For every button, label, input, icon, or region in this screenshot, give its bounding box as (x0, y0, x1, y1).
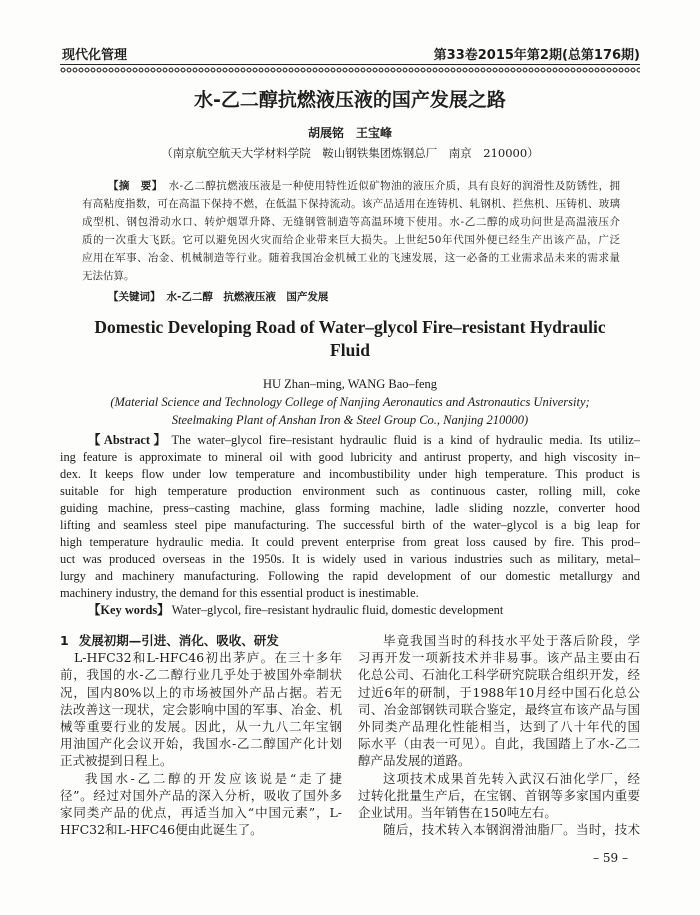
page-number: – 59 – (593, 851, 628, 865)
article-title-en (0, 316, 700, 362)
text-line: L-HFC32和L-HFC46初出茅庐。在三十多年 (74, 650, 342, 666)
abstract-en-label: 【Abstract】 (88, 433, 170, 447)
text-line (82, 177, 620, 195)
text-line: high temperature hydraulic media. It could prevent enterprise from great loss caused by fire. This prod– (60, 535, 640, 549)
text-line (60, 602, 640, 619)
text-line: 况，国内80%以上的市场被国外产品占据。若无 (60, 684, 342, 700)
text-line: dex. It keeps flow under low temperature and incombustibility under high temperature. This product is (60, 467, 640, 481)
text-line: 醇产品发展的道路。 (358, 753, 471, 769)
text-line: suitable for high temperature production environment such as continuous caster, rolling mill, coke (60, 484, 640, 498)
abstract-cn-text: 水-乙二醇抗燃液压液是一种使用特性近似矿物油的液压介质，具有良好的润滑性及防锈性，拥 (168, 180, 620, 192)
keywords-cn (82, 288, 620, 306)
text-line: machinery industry, the demand for this essential product is inestimable. (60, 586, 419, 600)
text-line: 习再开发一项新技术并非易事。该产品主要由石 (358, 650, 640, 666)
text-line: 司、冶金部钢铁司联合鉴定，最终宣布该产品与国 (358, 701, 640, 717)
abstract-cn (82, 177, 620, 285)
abstract-en-lines (60, 449, 640, 602)
text-line: 正式被提到日程上。 (60, 753, 173, 769)
running-header (62, 47, 640, 64)
text-line: 过转化批量生产后，在宝钢、首钢等多家国内重要 (358, 787, 640, 803)
abstract-en-text: The water–glycol fire–resistant hydraulic fluid is a kind of hydraulic media. Its utiliz– (171, 433, 640, 447)
affiliation-en (0, 393, 700, 429)
keywords-en-text: Water–glycol, fire–resistant hydraulic fluid, domestic development (171, 603, 504, 617)
paragraph (60, 770, 342, 839)
header-ornament-rule (60, 64, 640, 74)
text-line: 毕竟我国当时的科技水平处于落后阶段，学 (383, 633, 640, 648)
title-en-line: Fluid (330, 340, 370, 360)
affiliation-cn: （南京航空航天大学材料学院 鞍山钢铁集团炼钢总厂 南京 210000） (161, 146, 539, 160)
text-line: 随后，技术转入本钢润滑油脂厂。当时，技术 (383, 822, 640, 838)
header-ornament-chain (60, 67, 640, 73)
text-line: 这项技术成果首先转入武汉石油化学厂，经 (383, 770, 640, 786)
text-line: 化总公司、石油化工科学研究院联合组织开发，经 (358, 667, 640, 683)
left-paragraphs (60, 649, 342, 838)
affiliation-en-line: Steelmaking Plant of Anshan Iron & Steel Group Co., Nanjing 210000) (171, 413, 529, 427)
keywords-cn-text: 水-乙二醇 抗燃液压液 国产发展 (166, 291, 329, 303)
text-line: 械等重要行业的发展。因此，从一九八二年宝钢 (60, 719, 342, 735)
article-title-cn: 水-乙二醇抗燃液压液的国产发展之路 (194, 89, 506, 111)
header-rule-line (60, 64, 640, 65)
paragraph (60, 649, 342, 769)
body-column-right (358, 632, 640, 838)
paragraph (358, 821, 640, 838)
authors-en: HU Zhan–ming, WANG Bao–feng (262, 377, 438, 391)
text-line: lurgy and machinery manufacturing. Following the rapid development of our domestic metallurgy and (60, 569, 640, 583)
text-line: 径”。经过对国外产品的深入分析，吸收了国外多 (60, 787, 342, 803)
text-line: 过近6年的研制，于1988年10月经中国石化总公 (358, 684, 640, 700)
text-line: HFC32和L-HFC46便由此诞生了。 (60, 822, 263, 838)
text-line: 法改善这一现状，定会影响中国的军事、冶金、机 (60, 701, 342, 717)
text-line: 企业试用。当年销售在150吨左右。 (358, 805, 557, 821)
journal-name: 现代化管理 (62, 48, 128, 63)
text-line: uct was produced overseas in the 1950s. It is widely used in various industries such as military, metal– (60, 552, 640, 566)
keywords-cn-label: 【关键词】 (108, 291, 161, 303)
text-line: 外同类产品理化性能相当，达到了八十年代的国 (358, 719, 640, 735)
text-line (82, 288, 620, 306)
title-en-line: Domestic Developing Road of Water–glycol Fire–resistant Hydraulic (94, 317, 606, 337)
issue-info: 第33卷2015年第2期(总第176期) (433, 48, 640, 63)
text-line: 我国水-乙二醇的开发应该说是“走了捷 (85, 770, 342, 786)
section-heading (60, 632, 342, 649)
text-line: 前，我国的水-乙二醇行业几乎处于被国外牵制状 (60, 667, 342, 683)
abstract-cn-label: 【摘 要】 (108, 180, 163, 192)
abstract-cn-lines (82, 195, 620, 285)
text-line: lifting and seamless steel pipe manufacturing. The successful birth of the water–glycol is a big leap for (60, 518, 640, 532)
text-line: 用油国产化会议开始，我国水-乙二醇国产化计划 (60, 736, 342, 752)
affiliation-en-line: (Material Science and Technology College of Nanjing Aeronautics and Astronautics University; (110, 395, 590, 409)
keywords-en-label: 【Key words】 (88, 603, 170, 617)
body-column-left (60, 632, 342, 838)
paragraph (358, 770, 640, 822)
section-title: 发展初期—引进、消化、吸收、研发 (78, 633, 279, 648)
text-line: 有高粘度指数，可在高温下保持不燃，在低温下保持流动。该产品适用在连铸机、轧钢机、拦焦机、压铸机、玻璃 (82, 198, 620, 210)
text-line: guiding machine, press–casting machine, glass forming machine, ladle sliding nozzle, converter hood (60, 501, 640, 515)
text-line: 质的一次重大飞跃。它可以避免因火灾而给企业带来巨大损失。上世纪50年代国外便已经生产出该产品，广泛 (82, 234, 620, 246)
text-line: ing feature is approximate to mineral oil with good lubricity and antirust property, and high viscosity in– (60, 450, 640, 464)
section-number: 1 (60, 633, 69, 648)
paragraph (358, 632, 640, 770)
text-line: 成型机、钢包滑动水口、转炉烟罩升降、无缝钢管制造等高温环境下使用。水-乙二醇的成功问世是高温液压介 (82, 216, 620, 228)
text-line: 际水平（由表一可见）。自此，我国踏上了水-乙二 (358, 736, 640, 752)
text-line: 家同类产品的优点，再适当加入“中国元素”，L- (60, 805, 342, 821)
keywords-en (60, 602, 640, 619)
right-paragraphs (358, 632, 640, 838)
authors-cn: 胡展铭 王宝峰 (307, 126, 392, 140)
text-line (60, 432, 640, 449)
abstract-en (60, 432, 640, 602)
text-line: 无法估算。 (82, 270, 135, 282)
text-line: 应用在军事、冶金、机械制造等行业。随着我国冶金机械工业的飞速发展，这一必备的工业需求品未来的需求量 (82, 252, 620, 264)
